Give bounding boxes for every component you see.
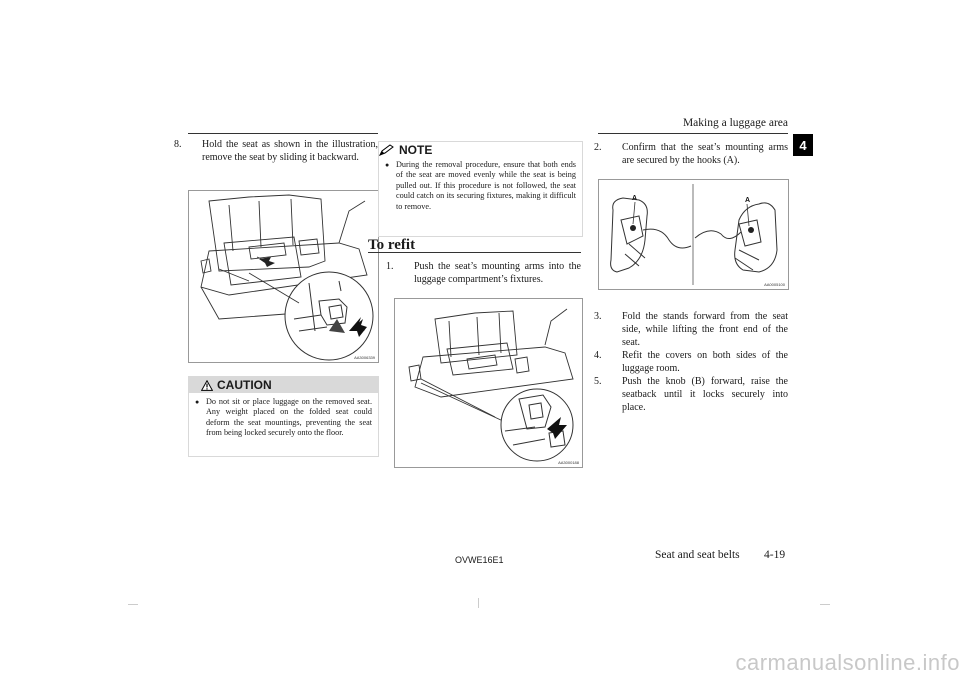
bullet-icon: ● xyxy=(195,398,200,406)
step-number: 8. xyxy=(174,139,182,150)
step-text: Fold the stands forward from the seat side, while lifting the front end of the seat. xyxy=(622,311,788,348)
step-4 xyxy=(594,349,788,375)
figure-seat-removal xyxy=(188,190,379,363)
note-pencil-icon xyxy=(379,144,395,157)
caution-body xyxy=(189,393,378,445)
steps-3-5 xyxy=(594,310,788,414)
step-number: 4. xyxy=(594,350,602,361)
figure-seat-refit xyxy=(394,298,583,468)
step-text: Push the knob (B) forward, raise the seatback until it locks securely into place. xyxy=(622,376,788,413)
note-header xyxy=(379,142,582,158)
footer-section-title: Seat and seat belts xyxy=(655,549,740,561)
note-body xyxy=(379,158,582,218)
figure-hooks xyxy=(598,179,789,290)
hook-label-right: A xyxy=(745,197,751,204)
bullet-icon: ● xyxy=(385,161,390,169)
step-number: 3. xyxy=(594,311,602,322)
note-item xyxy=(385,160,576,212)
step-text: Refit the covers on both sides of the luggage room. xyxy=(622,350,788,374)
warning-triangle-icon xyxy=(201,380,213,391)
step-text: Hold the seat as shown in the illustration, remove the seat by sliding it backward. xyxy=(202,139,378,163)
step-number: 5. xyxy=(594,376,602,387)
page-number: 4-19 xyxy=(764,549,786,561)
section-rule xyxy=(368,252,581,253)
caution-box xyxy=(188,376,379,457)
caution-title: CAUTION xyxy=(217,378,272,392)
figure-code: AA0005100 xyxy=(764,282,785,287)
seat-removal-illustration xyxy=(189,191,378,362)
document-code: OVWE16E1 xyxy=(455,555,504,565)
chapter-tab: 4 xyxy=(793,134,813,156)
step-number: 2. xyxy=(594,142,602,153)
caution-header xyxy=(189,377,378,393)
step-8 xyxy=(174,138,378,164)
hook-label-left: A xyxy=(632,195,638,202)
crop-mark xyxy=(478,598,489,608)
section-heading: To refit xyxy=(368,237,416,253)
running-header-title: Making a luggage area xyxy=(682,117,788,129)
caution-item xyxy=(195,397,372,439)
crop-mark xyxy=(820,604,830,615)
watermark: carmanualsonline.info xyxy=(735,650,960,675)
step-number: 1. xyxy=(386,261,394,272)
step-3 xyxy=(594,310,788,349)
figure-code: AA3006339 xyxy=(354,355,375,360)
top-rule-left xyxy=(188,133,378,134)
step-1 xyxy=(386,260,581,286)
caution-text: Do not sit or place luggage on the removed seat. Any weight placed on the folded seat could deform the seat mountings, preventing the seat from being locked securely onto the floor. xyxy=(206,397,372,438)
step-5 xyxy=(594,375,788,414)
figure-code: AA3000188 xyxy=(558,460,579,465)
hooks-illustration xyxy=(599,180,788,289)
step-text: Push the seat’s mounting arms into the luggage compartment’s fixtures. xyxy=(414,261,581,285)
seat-refit-illustration xyxy=(395,299,582,467)
step-2 xyxy=(594,141,788,167)
note-box xyxy=(378,141,583,237)
header-rule xyxy=(598,133,788,134)
note-title: NOTE xyxy=(399,143,433,157)
note-text: During the removal procedure, ensure that both ends of the seat are moved evenly while the seat is being pulled out. If this procedure is not followed, the seat could catch on its securing fixtures, making it difficult to remove. xyxy=(396,160,576,211)
crop-mark xyxy=(128,604,138,615)
step-text: Confirm that the seat’s mounting arms are secured by the hooks (A). xyxy=(622,142,788,166)
